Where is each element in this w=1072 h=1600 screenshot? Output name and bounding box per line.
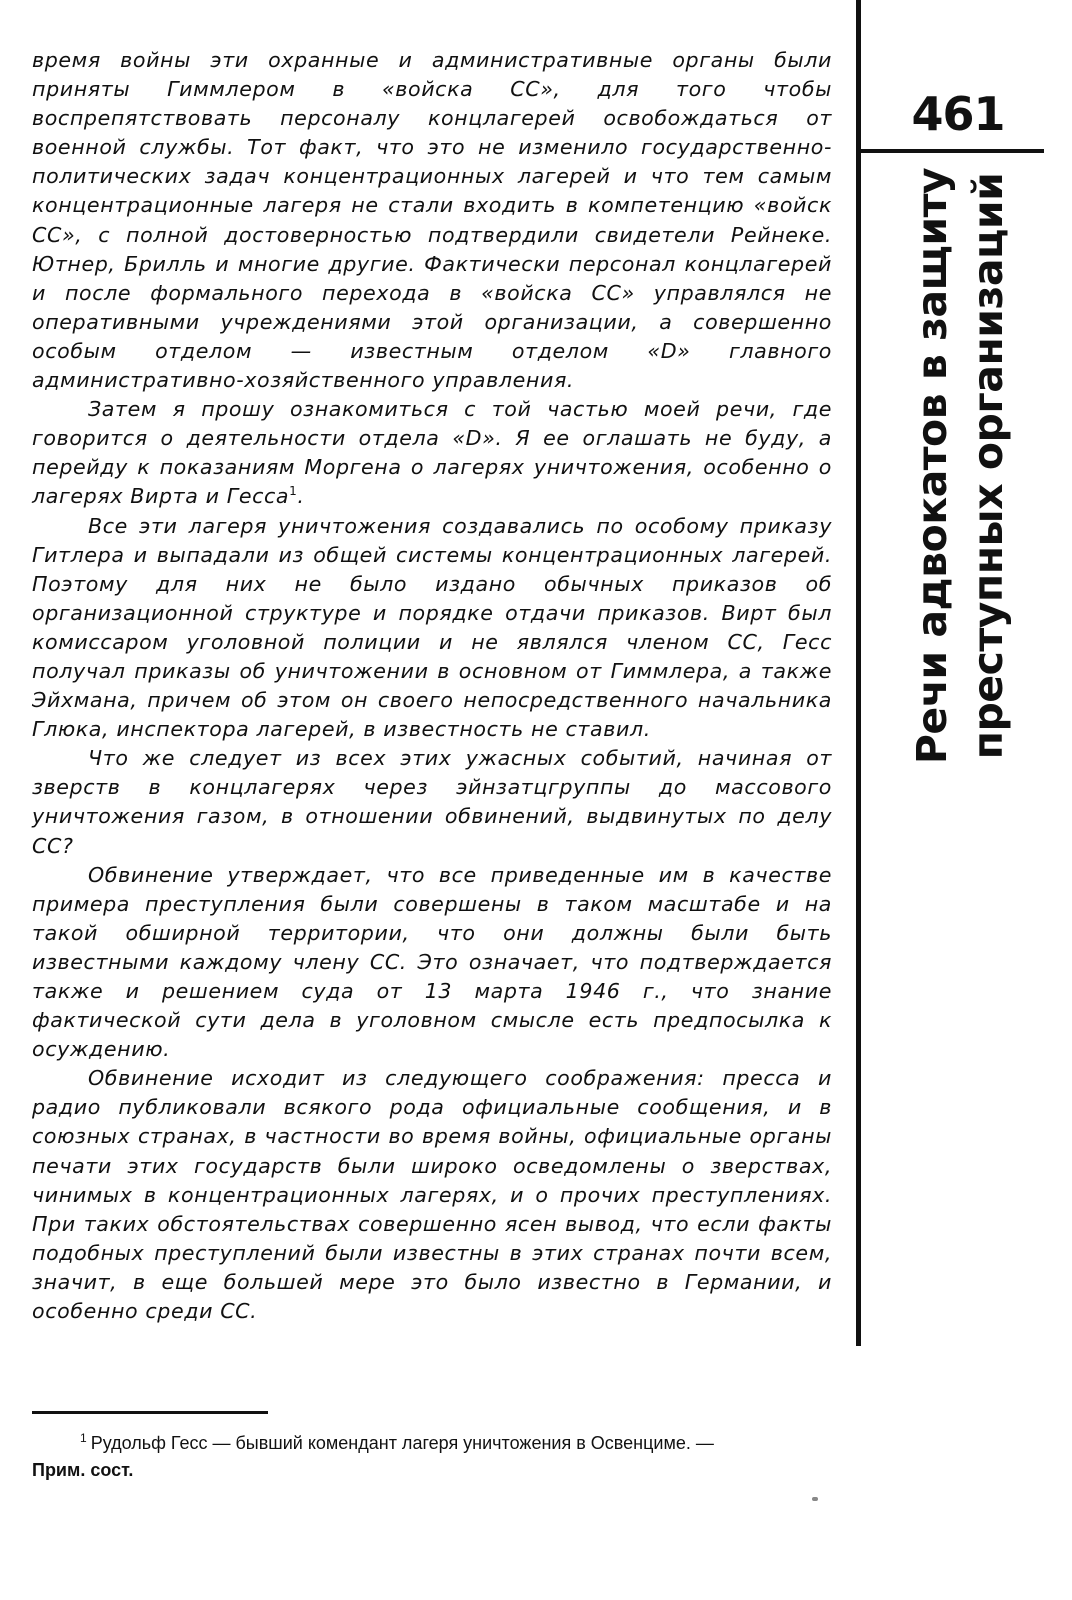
paragraph-4: Что же следует из всех этих ужасных событий, начиная от зверств в концлагерях через эйнзатцгруппы до массового уничтожения газом, в отношении обвинений, выдвинутых по делу СС? <box>32 746 832 858</box>
paragraph-1: время войны эти охранные и административные органы были приняты Гиммлером в «войска СС», для того чтобы воспрепятствовать персоналу концлагерей освобождаться от военной службы. Тот факт, что это не изменило государственно-политических задач концентрационных лагерей и что тем самым концентрационные лагеря не стали входить в компетенцию «войск СС», с полной достоверностью подтвердили свидетели Рейнеке. Ютнер, Брилль и многие другие. Фактически персонал концлагерей и после формального перехода в «войска СС» управлялся не оперативными учреждениями этой организации, а совершенно особым отделом — известным отделом «D» главного административно-хозяйственного управления. <box>32 48 832 393</box>
print-speck <box>812 1497 818 1501</box>
margin-vertical-rule <box>856 0 861 1346</box>
footnote-reference[interactable]: 1 <box>289 484 298 499</box>
paragraph-3: Все эти лагеря уничтожения создавались по особому приказу Гитлера и выпадали из общей системы концентрационных лагерей. Поэтому для них не было издано обычных приказов об организационной структуре и порядке отдачи приказов. Вирт был комиссаром уголовной полиции и не являлся членом СС, Гесс получал приказы об уничтожении в основном от Гиммлера, а также Эйхмана, причем об этом он своего непосредственного начальника Глюка, инспектора лагерей, в известность не ставил. <box>32 513 832 742</box>
running-head-rotated <box>904 166 1016 766</box>
paragraph-2-text: Затем я прошу ознакомиться с той частью моей речи, где говорится о деятельности отдела «D». Я ее оглашать не буду, а перейду к показаниям Моргена о лагерях уничтожения, особенно о лагерях Вирта и Гесса <box>32 397 832 509</box>
footnote-rule <box>32 1411 268 1414</box>
page-number-rule <box>858 149 1044 153</box>
running-head-line-2: преступных организаций <box>964 172 1012 760</box>
footnote-text: Рудольф Гесс — бывший комендант лагеря уничтожения в Освенциме. — <box>90 1433 714 1453</box>
footnote-number: 1 <box>80 1431 87 1445</box>
footnote-note: Прим. сост. <box>32 1460 134 1480</box>
paragraph-2 <box>32 395 832 511</box>
page-number: 461 <box>911 87 1005 141</box>
footnote <box>32 1430 832 1484</box>
main-text <box>32 46 832 1326</box>
paragraph-6: Обвинение исходит из следующего соображения: пресса и радио публиковали всякого рода официальные сообщения, и в союзных странах, в частности во время войны, официальные органы печати этих государств были широко осведомлены о зверствах, чинимых в концентрационных лагерях, и о прочих преступлениях. При таких обстоятельствах совершенно ясен вывод, что если факты подобных преступлений были известны в этих странах почти всем, значит, в еще большей мере это было известно в Германии, и особенно среди СС. <box>32 1066 832 1324</box>
paragraph-2-end: . <box>297 484 305 509</box>
paragraph-5: Обвинение утверждает, что все приведенные им в качестве примера преступления были совершены в таком масштабе и на такой обширной территории, что они должны были быть известными каждому члену СС. Это означает, что подтверждается также и решением суда от 13 марта 1946 г., что знание фактической сути дела в уголовном смысле есть предпосылка к осуждению. <box>32 862 832 1062</box>
running-head-line-1: Речи адвокатов в защиту <box>908 167 956 765</box>
